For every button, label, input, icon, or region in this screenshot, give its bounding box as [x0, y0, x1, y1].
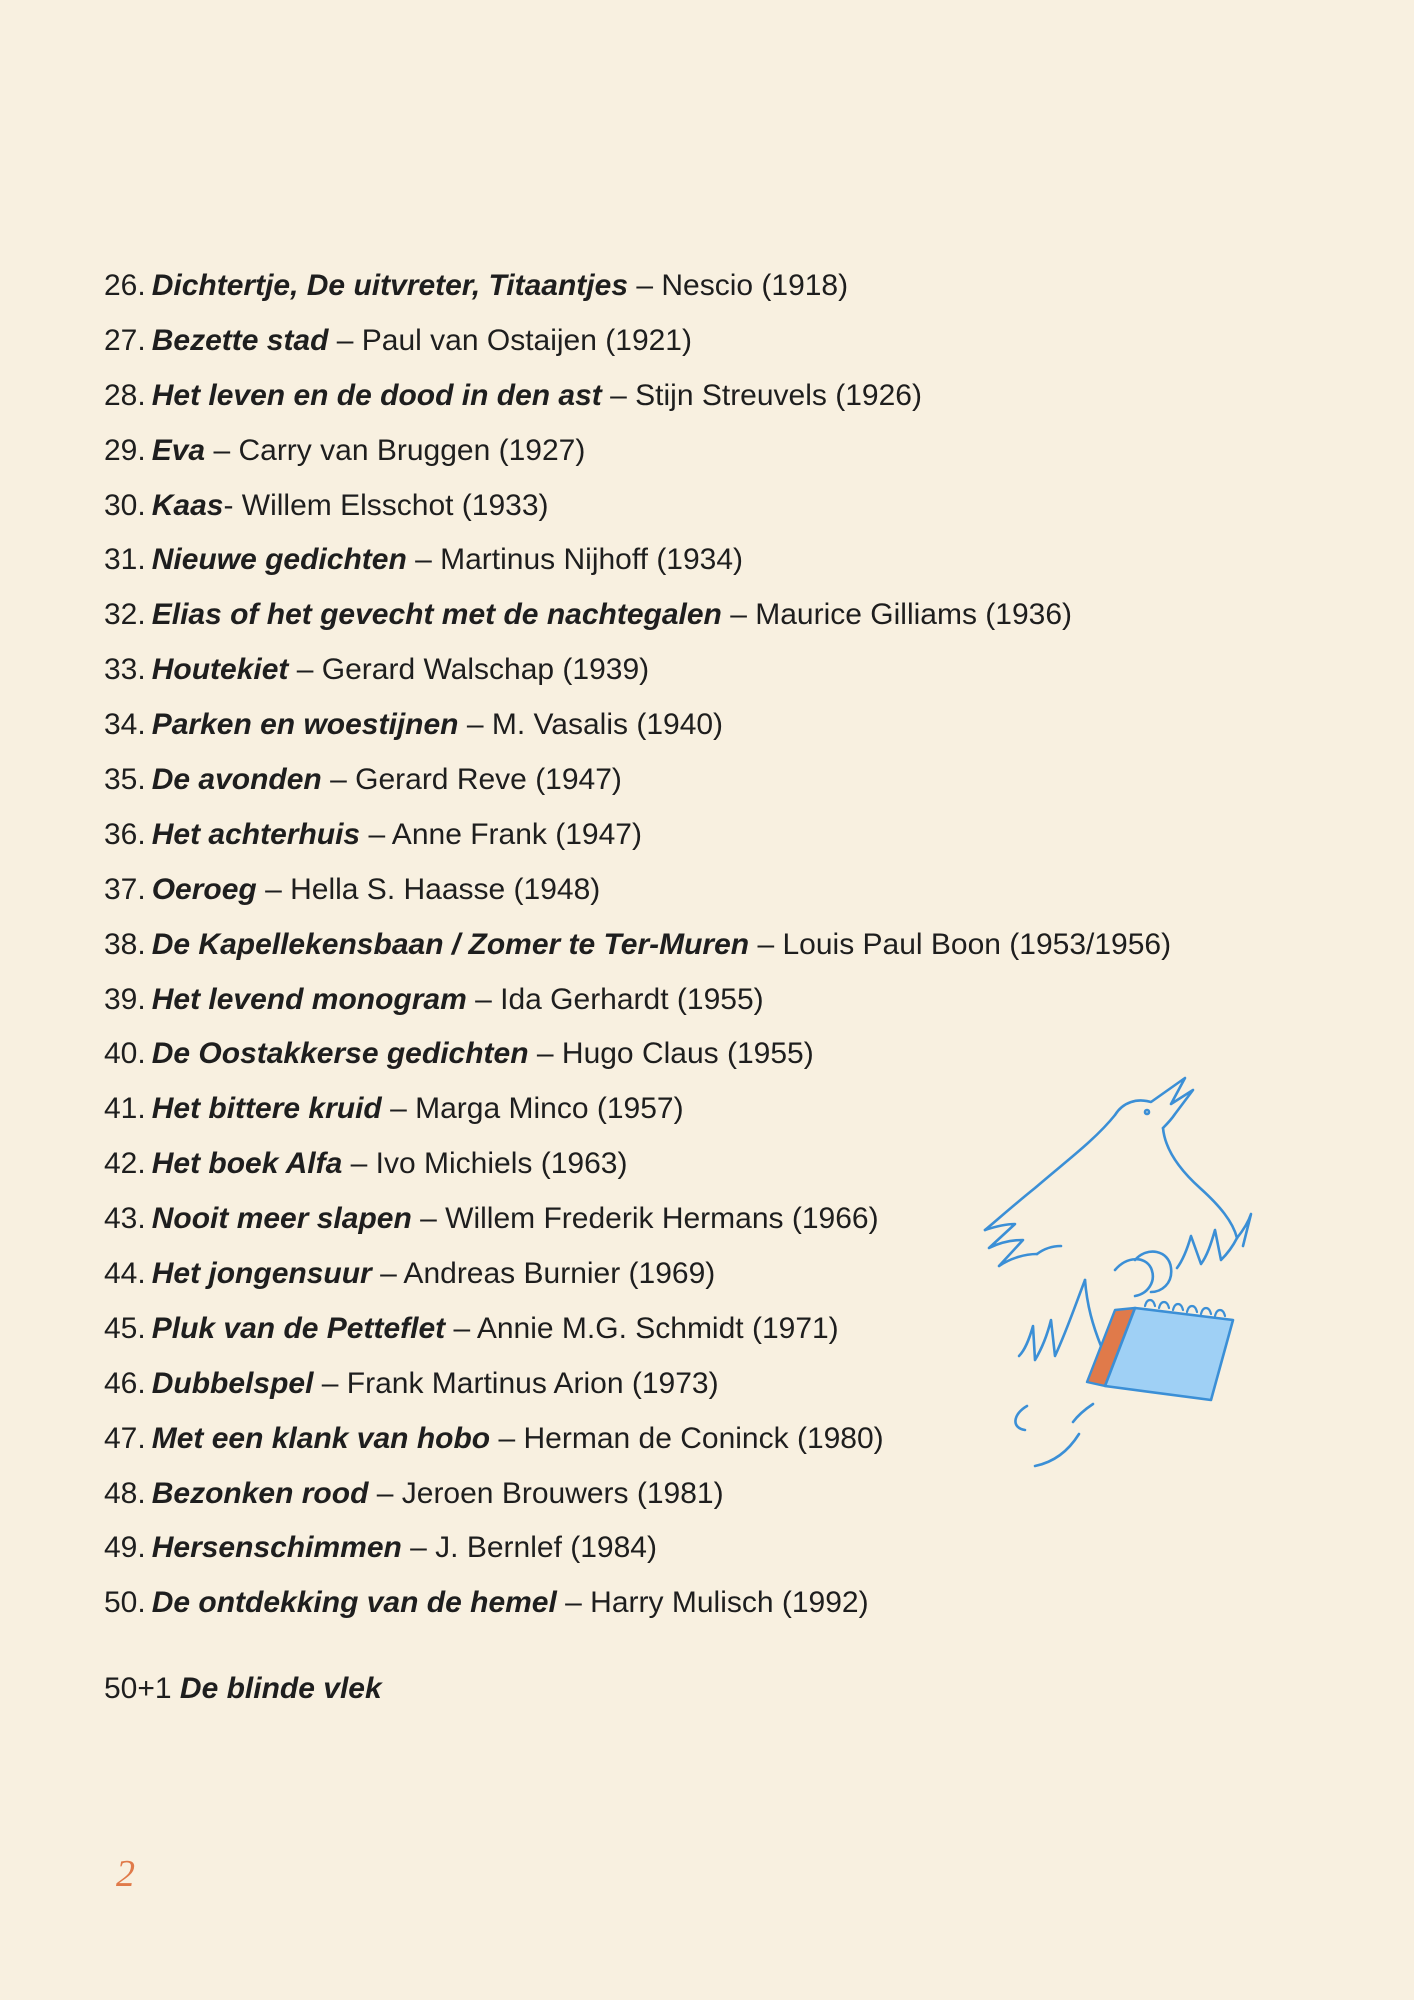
bonus-title: De blinde vlek — [179, 1672, 382, 1705]
book-number: 32. — [104, 598, 146, 632]
book-list-item — [104, 753, 1171, 808]
book-list-item — [104, 424, 1171, 479]
book-list-item — [104, 698, 1171, 753]
book-number: 49. — [104, 1531, 146, 1565]
book-author-year: – Marga Minco (1957) — [381, 1092, 684, 1126]
book-author-year: – Carry van Bruggen (1927) — [205, 433, 586, 467]
book-author-year: - Willem Elsschot (1933) — [223, 488, 549, 522]
book-title: Hersenschimmen — [151, 1531, 402, 1565]
book-list-item — [104, 259, 1171, 314]
book-author-year: – Anne Frank (1947) — [360, 817, 642, 851]
book-author-year: – Paul van Ostaijen (1921) — [328, 323, 692, 357]
book-author-year: – Louis Paul Boon (1953/1956) — [749, 927, 1172, 961]
bonus-number: 50+1 — [104, 1672, 172, 1705]
book-title: De Oostakkerse gedichten — [151, 1037, 529, 1071]
book-number: 38. — [104, 927, 146, 961]
book-title: Kaas — [151, 488, 224, 522]
book-title: Dubbelspel — [151, 1366, 314, 1400]
book-title: Nooit meer slapen — [151, 1202, 412, 1236]
book-title: De Kapellekensbaan / Zomer te Ter-Muren — [151, 927, 750, 961]
book-title: Houtekiet — [151, 653, 289, 687]
bird-carrying-book-icon — [975, 1070, 1280, 1470]
book-author-year: – Gerard Reve (1947) — [321, 763, 622, 797]
book-number: 47. — [104, 1421, 146, 1455]
book-author-year: – Andreas Burnier (1969) — [371, 1257, 716, 1291]
book-author-year: – Herman de Coninck (1980) — [490, 1421, 884, 1455]
book-list-item — [104, 588, 1171, 643]
book-number: 37. — [104, 872, 146, 906]
book-list-item — [104, 1467, 1171, 1522]
book-title: Het jongensuur — [151, 1257, 372, 1291]
book-number: 35. — [104, 763, 146, 797]
book-list-item — [104, 1576, 1171, 1631]
book-number: 44. — [104, 1257, 146, 1291]
book-list-item — [104, 643, 1171, 698]
book-list-item — [104, 973, 1171, 1028]
book-list-item — [104, 369, 1171, 424]
book-title: Eva — [151, 433, 206, 467]
book-number: 42. — [104, 1147, 146, 1181]
book-author-year: – M. Vasalis (1940) — [458, 708, 724, 742]
book-number: 31. — [104, 543, 146, 577]
book-number: 34. — [104, 708, 146, 742]
book-number: 41. — [104, 1092, 146, 1126]
book-author-year: – Stijn Streuvels (1926) — [601, 378, 922, 412]
book-title: De ontdekking van de hemel — [151, 1586, 557, 1620]
book-title: Bezette stad — [151, 323, 329, 357]
book-title: De avonden — [151, 763, 322, 797]
book-title: Oeroeg — [151, 872, 257, 906]
book-title: Het leven en de dood in den ast — [151, 378, 602, 412]
book-number: 28. — [104, 378, 146, 412]
book-list-item — [104, 479, 1171, 534]
book-author-year: – Willem Frederik Hermans (1966) — [411, 1202, 879, 1236]
book-author-year: – Ida Gerhardt (1955) — [466, 982, 764, 1016]
book-number: 39. — [104, 982, 146, 1016]
book-number: 36. — [104, 817, 146, 851]
book-number: 27. — [104, 323, 146, 357]
book-title: Het achterhuis — [151, 817, 361, 851]
page-number: 2 — [116, 1853, 135, 1895]
book-author-year: – J. Bernlef (1984) — [401, 1531, 657, 1565]
book-number: 30. — [104, 488, 146, 522]
book-author-year: – Martinus Nijhoff (1934) — [406, 543, 744, 577]
book-number: 46. — [104, 1366, 146, 1400]
book-number: 40. — [104, 1037, 146, 1071]
book-title: Elias of het gevecht met de nachtegalen — [151, 598, 722, 632]
book-author-year: – Frank Martinus Arion (1973) — [313, 1366, 719, 1400]
book-title: Dichtertje, De uitvreter, Titaantjes — [151, 269, 628, 302]
book-title: Bezonken rood — [151, 1476, 369, 1510]
book-list-item — [104, 918, 1171, 973]
book-number: 43. — [104, 1202, 146, 1236]
book-author-year: – Maurice Gilliams (1936) — [721, 598, 1073, 632]
book-title: Het levend monogram — [151, 982, 467, 1016]
book-author-year: – Hugo Claus (1955) — [528, 1037, 814, 1071]
book-author-year: – Nescio (1918) — [628, 269, 849, 302]
bonus-entry — [104, 1662, 382, 1716]
book-list-item — [104, 314, 1171, 369]
book-title: Met een klank van hobo — [151, 1421, 491, 1455]
book-number: 45. — [104, 1311, 146, 1345]
book-number: 26. — [104, 269, 146, 302]
book-title: Het boek Alfa — [151, 1147, 343, 1181]
book-author-year: – Gerard Walschap (1939) — [288, 653, 650, 687]
book-list-item — [104, 1521, 1171, 1576]
book-list-item — [104, 863, 1171, 918]
book-author-year: – Annie M.G. Schmidt (1971) — [445, 1311, 839, 1345]
book-author-year: – Jeroen Brouwers (1981) — [368, 1476, 724, 1510]
book-title: Nieuwe gedichten — [151, 543, 407, 577]
book-list-item — [104, 533, 1171, 588]
book-title: Pluk van de Petteflet — [151, 1311, 446, 1345]
book-number: 50. — [104, 1586, 146, 1620]
book-number: 48. — [104, 1476, 146, 1510]
book-number: 29. — [104, 433, 146, 467]
book-list-item — [104, 808, 1171, 863]
book-author-year: – Hella S. Haasse (1948) — [256, 872, 601, 906]
book-author-year: – Harry Mulisch (1992) — [556, 1586, 869, 1620]
book-number: 33. — [104, 653, 146, 687]
book-author-year: – Ivo Michiels (1963) — [342, 1147, 628, 1181]
book-title: Het bittere kruid — [151, 1092, 382, 1126]
book-title: Parken en woestijnen — [151, 708, 459, 742]
